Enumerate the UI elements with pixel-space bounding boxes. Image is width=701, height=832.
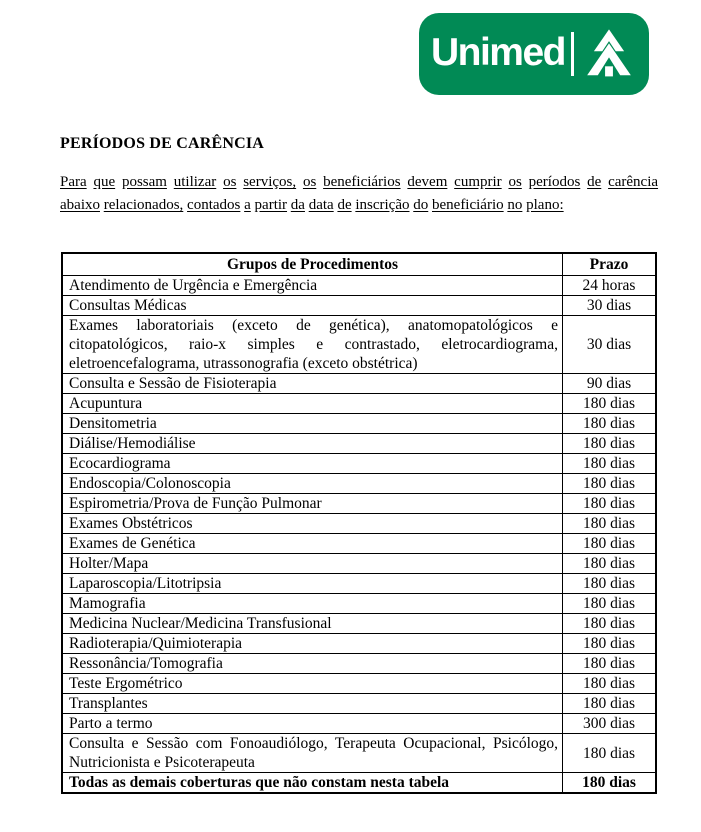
cell-prazo: 180 dias (563, 474, 657, 494)
col-header-prazo: Prazo (563, 253, 657, 276)
cell-procedimento: Consulta e Sessão com Fonoaudiólogo, Terapeuta Ocupacional, Psicólogo, Nutricionista e Psicoterapeuta (62, 734, 563, 773)
cell-prazo: 180 dias (563, 534, 657, 554)
cell-prazo: 180 dias (563, 734, 657, 773)
cell-procedimento: Densitometria (62, 414, 563, 434)
table-row (62, 694, 656, 714)
table-row (62, 474, 656, 494)
table-row (62, 374, 656, 394)
cell-procedimento: Mamografia (62, 594, 563, 614)
cell-procedimento: Atendimento de Urgência e Emergência (62, 276, 563, 296)
col-header-procedimentos: Grupos de Procedimentos (62, 253, 563, 276)
table-row (62, 714, 656, 734)
table-row (62, 634, 656, 654)
cell-prazo: 180 dias (563, 694, 657, 714)
cell-prazo: 180 dias (563, 773, 657, 794)
cell-procedimento: Diálise/Hemodiálise (62, 434, 563, 454)
table-row (62, 394, 656, 414)
cell-prazo: 180 dias (563, 434, 657, 454)
cell-prazo: 180 dias (563, 634, 657, 654)
table-row (62, 674, 656, 694)
cell-prazo: 180 dias (563, 554, 657, 574)
cell-prazo: 180 dias (563, 454, 657, 474)
cell-procedimento: Exames de Genética (62, 534, 563, 554)
table-row (62, 296, 656, 316)
cell-procedimento: Teste Ergométrico (62, 674, 563, 694)
cell-procedimento: Radioterapia/Quimioterapia (62, 634, 563, 654)
table-row (62, 316, 656, 374)
table-row (62, 574, 656, 594)
table-header-row (62, 253, 656, 276)
table-row (62, 554, 656, 574)
pine-tree-icon (581, 28, 637, 80)
cell-procedimento: Ressonância/Tomografia (62, 654, 563, 674)
cell-procedimento: Exames laboratoriais (exceto de genética), anatomopatológicos e citopatológicos, raio-x simples e contrastado, eletrocardiograma, eletroencefalograma, utrassonografia (exceto obstétrica) (62, 316, 563, 374)
cell-procedimento: Medicina Nuclear/Medicina Transfusional (62, 614, 563, 634)
cell-prazo: 180 dias (563, 614, 657, 634)
table-row (62, 594, 656, 614)
table-row (62, 514, 656, 534)
cell-procedimento: Exames Obstétricos (62, 514, 563, 534)
table-row (62, 434, 656, 454)
cell-procedimento: Espirometria/Prova de Função Pulmonar (62, 494, 563, 514)
cell-procedimento: Acupuntura (62, 394, 563, 414)
cell-procedimento: Consulta e Sessão de Fisioterapia (62, 374, 563, 394)
cell-procedimento: Todas as demais coberturas que não constam nesta tabela (62, 773, 563, 794)
cell-prazo: 180 dias (563, 654, 657, 674)
cell-procedimento: Ecocardiograma (62, 454, 563, 474)
unimed-logo (419, 13, 649, 95)
cell-prazo: 180 dias (563, 494, 657, 514)
table-row (62, 454, 656, 474)
cell-procedimento: Consultas Médicas (62, 296, 563, 316)
carencia-table (61, 252, 657, 794)
table-row (62, 734, 656, 773)
cell-prazo: 300 dias (563, 714, 657, 734)
page-title: PERÍODOS DE CARÊNCIA (60, 135, 265, 152)
cell-procedimento: Laparoscopia/Litotripsia (62, 574, 563, 594)
cell-prazo: 180 dias (563, 394, 657, 414)
cell-prazo: 24 horas (563, 276, 657, 296)
cell-prazo: 30 dias (563, 296, 657, 316)
table-row (62, 614, 656, 634)
cell-prazo: 180 dias (563, 414, 657, 434)
cell-prazo: 30 dias (563, 316, 657, 374)
cell-prazo: 180 dias (563, 674, 657, 694)
cell-prazo: 180 dias (563, 594, 657, 614)
table-row (62, 654, 656, 674)
table-row (62, 773, 656, 794)
cell-prazo: 180 dias (563, 574, 657, 594)
cell-procedimento: Holter/Mapa (62, 554, 563, 574)
cell-prazo: 180 dias (563, 514, 657, 534)
table-row (62, 414, 656, 434)
cell-procedimento: Transplantes (62, 694, 563, 714)
logo-divider (571, 32, 574, 76)
cell-procedimento: Parto a termo (62, 714, 563, 734)
cell-prazo: 90 dias (563, 374, 657, 394)
table-row (62, 276, 656, 296)
unimed-logo-text: Unimed (430, 31, 565, 74)
table-row (62, 534, 656, 554)
cell-procedimento: Endoscopia/Colonoscopia (62, 474, 563, 494)
table-row (62, 494, 656, 514)
intro-paragraph: Para que possam utilizar os serviços, os beneficiários devem cumprir os períodos de carência abaixo relacionados, contados a partir da data de inscrição do beneficiário no plano: (60, 174, 659, 213)
table-body (62, 276, 656, 794)
